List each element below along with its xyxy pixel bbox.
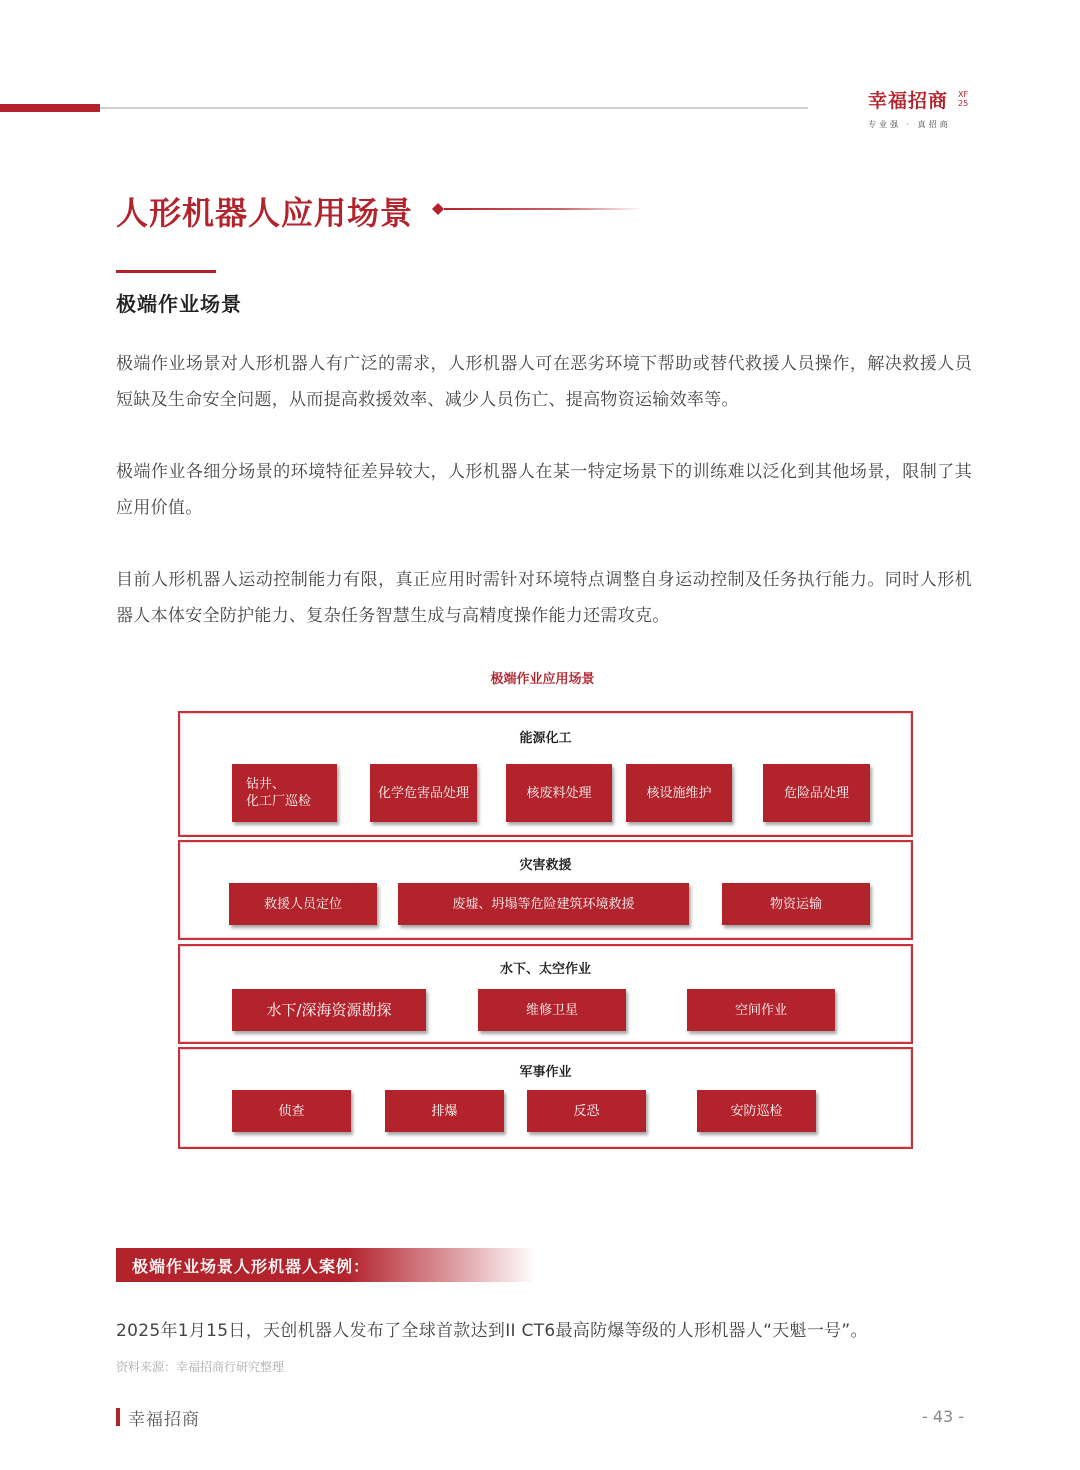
case-banner	[116, 1248, 536, 1282]
case-banner-text: 极端作业场景人形机器人案例：	[132, 1257, 371, 1276]
scenario-box: 核设施维护	[626, 764, 732, 822]
group-disaster-rescue	[178, 840, 913, 940]
scenario-box: 安防巡检	[697, 1090, 816, 1132]
scenario-box: 维修卫星	[478, 989, 626, 1031]
scenario-box: 废墟、坍塌等危险建筑环境救援	[398, 883, 689, 925]
header-accent-bar	[0, 104, 100, 112]
group-energy-chemical	[178, 711, 913, 837]
footer-accent-bar	[116, 1408, 120, 1426]
scenario-box: 排爆	[385, 1090, 504, 1132]
header-rule	[100, 107, 808, 109]
scenario-box: 钻井、 化工厂巡检	[232, 764, 337, 822]
scenario-box: 救援人员定位	[229, 883, 377, 925]
title-diamond-decoration	[432, 203, 642, 215]
scenario-box: 反恐	[527, 1090, 646, 1132]
scenario-box: 化学危害品处理	[370, 764, 477, 822]
case-text: 2025年1月15日，天创机器人发布了全球首款达到II CT6最高防爆等级的人形机器人“天魁一号”。	[116, 1321, 868, 1341]
page-title: 人形机器人应用场景	[116, 194, 414, 232]
page-number: - 43 -	[922, 1407, 965, 1426]
brand-logo	[868, 86, 978, 130]
paragraph-challenges: 目前人形机器人运动控制能力有限，真正应用时需针对环境特点调整自身运动控制及任务执行能力。同时人形机器人本体安全防护能力、复杂任务智慧生成与高精度操作能力还需攻克。	[116, 570, 972, 626]
group-label: 能源化工	[519, 731, 572, 746]
brand-slogan: 专业强 · 真招商	[868, 120, 951, 129]
scenario-box: 水下/深海资源勘探	[232, 989, 426, 1031]
brand-mark: XF 25	[958, 90, 969, 108]
section-title: 极端作业场景	[116, 292, 242, 316]
group-label: 水下、太空作业	[499, 962, 591, 977]
paragraph-generalization: 极端作业各细分场景的环境特征差异较大，人形机器人在某一特定场景下的训练难以泛化到其他场景，限制了其应用价值。	[116, 462, 972, 518]
footer-brand: 幸福招商	[128, 1410, 200, 1430]
brand-name: 幸福招商	[868, 90, 949, 112]
group-military	[178, 1047, 913, 1149]
group-label: 灾害救援	[519, 858, 572, 873]
scenario-box: 核废料处理	[506, 764, 612, 822]
diagram-title: 极端作业应用场景	[490, 672, 595, 687]
scenario-box: 物资运输	[722, 883, 870, 925]
scenario-box: 危险品处理	[763, 764, 870, 822]
paragraph-demand: 极端作业场景对人形机器人有广泛的需求，人形机器人可在恶劣环境下帮助或替代救援人员操作，解决救援人员短缺及生命安全问题，从而提高救援效率、减少人员伤亡、提高物资运输效率等。	[116, 354, 972, 410]
group-label: 军事作业	[519, 1065, 572, 1080]
scenario-box: 侦查	[232, 1090, 351, 1132]
section-title-underline	[116, 270, 216, 273]
scenario-box: 空间作业	[687, 989, 835, 1031]
group-underwater-space	[178, 944, 913, 1044]
source-note: 资料来源：幸福招商行研究整理	[116, 1360, 285, 1374]
